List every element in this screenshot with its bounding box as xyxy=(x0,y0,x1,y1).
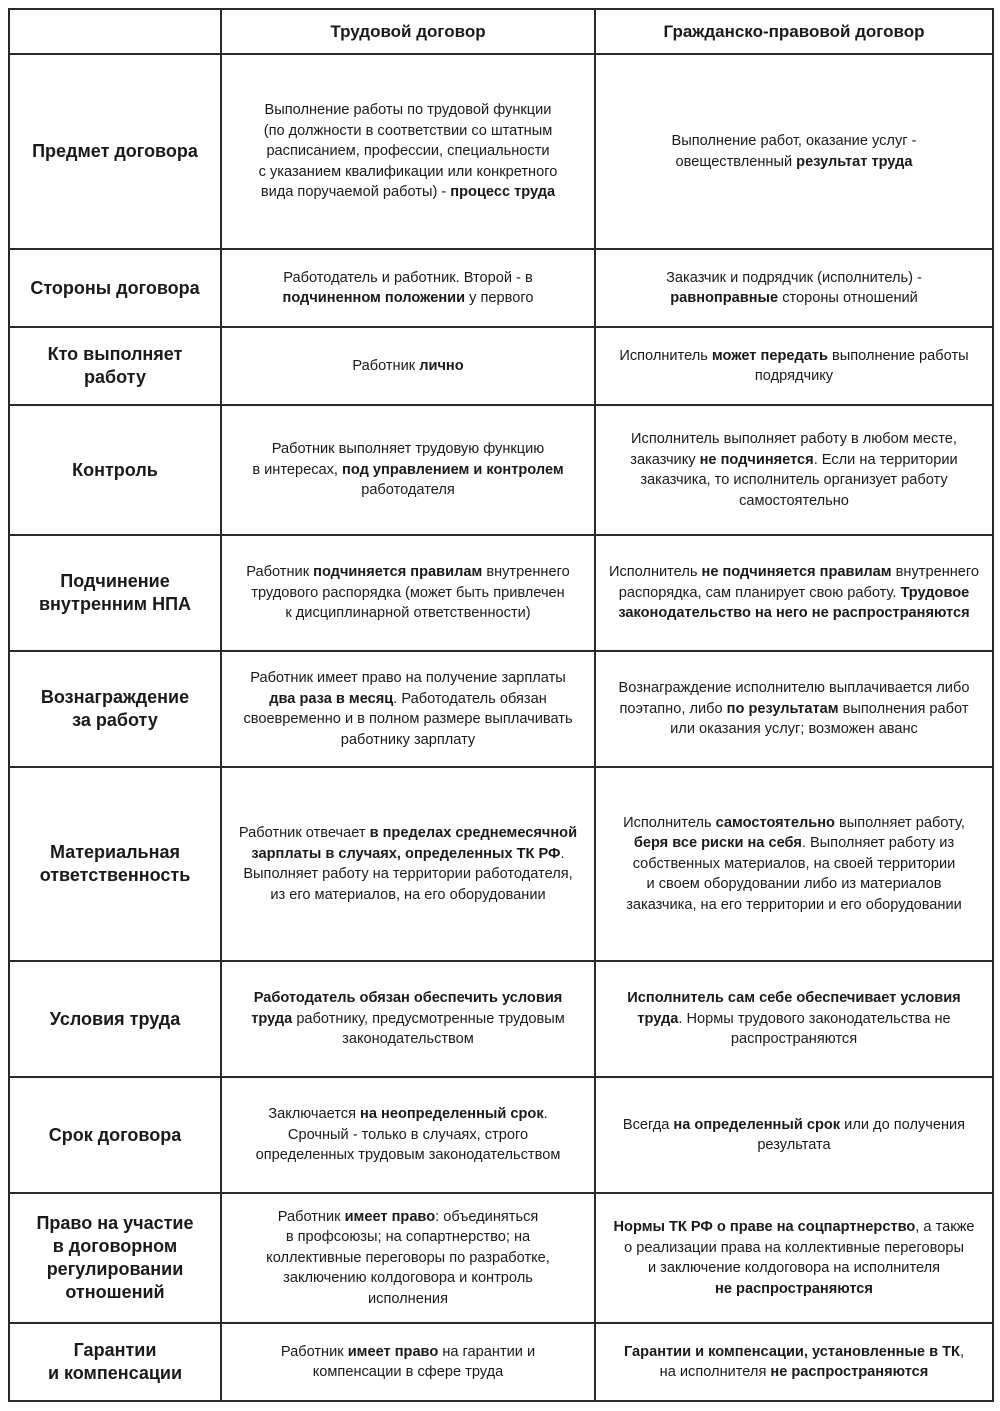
civil-contract-cell xyxy=(595,1077,993,1193)
emphasis-text: лично xyxy=(419,357,464,374)
cell-text: работнику, предусмотренные трудовым законодательством xyxy=(296,1010,565,1048)
cell-text: или до получения результата xyxy=(757,1116,966,1153)
civil-contract-cell xyxy=(595,651,993,767)
cell-text: Работник xyxy=(246,564,314,581)
row-label: Материальная ответственность xyxy=(9,767,221,961)
cell-text: Заказчик и подрядчик (исполнитель) - xyxy=(666,269,922,286)
table-body xyxy=(9,54,993,1401)
table-row xyxy=(9,1193,993,1323)
contract-comparison-table xyxy=(8,8,994,1402)
labor-contract-cell xyxy=(221,54,595,249)
emphasis-text: два раза в месяц xyxy=(269,690,394,707)
cell-text: : объединяться в профсоюзы; на сопартнерство; на коллективные переговоры по разработке, заключению колдоговора и контроль исполнения xyxy=(266,1208,550,1307)
cell-text: внутреннего трудового распорядка (может быть привлечен к дисциплинарной ответственности) xyxy=(251,564,570,622)
cell-text: , на исполнителя xyxy=(659,1343,965,1380)
emphasis-text: не распространяются xyxy=(715,1280,873,1297)
table-row xyxy=(9,249,993,327)
emphasis-text: не подчиняется xyxy=(699,451,814,468)
table-row xyxy=(9,767,993,961)
civil-contract-cell xyxy=(595,249,993,327)
emphasis-text: равноправные xyxy=(670,290,779,306)
emphasis-text: Исполнитель сам себе обеспечивает условия труда xyxy=(627,990,961,1027)
cell-text: Исполнитель выполняет работу в любом месте, заказчику xyxy=(630,431,957,468)
emphasis-text: имеет право xyxy=(347,1343,439,1360)
emphasis-text: не распространяются xyxy=(770,1364,929,1380)
civil-contract-cell xyxy=(595,961,993,1077)
cell-text: Работодатель и работник. Второй - в xyxy=(283,269,533,286)
row-label: Гарантии и компенсации xyxy=(9,1323,221,1401)
emphasis-text: Трудовое законодательство на него не распространяются xyxy=(618,584,970,622)
civil-contract-cell xyxy=(595,54,993,249)
emphasis-text: Гарантии и компенсации, установленные в ТК xyxy=(623,1343,960,1360)
labor-contract-cell xyxy=(221,327,595,405)
emphasis-text: не подчиняется правилам xyxy=(701,564,892,581)
cell-text: . Выполняет работу на территории работодателя, из его материалов, на его оборудовании xyxy=(243,845,573,903)
cell-text: . Срочный - только в случаях, строго определенных трудовым законодательством xyxy=(255,1106,561,1164)
cell-text: Выполнение работ, оказание услуг - овеществленный xyxy=(671,133,917,170)
emphasis-text: Работодатель обязан обеспечить условия труда xyxy=(251,990,563,1027)
labor-contract-cell xyxy=(221,405,595,535)
header-row xyxy=(9,9,993,54)
cell-text: Работник xyxy=(277,1208,345,1225)
table-row xyxy=(9,961,993,1077)
labor-contract-cell xyxy=(221,535,595,651)
cell-text: Исполнитель xyxy=(623,814,716,831)
emphasis-text: процесс труда xyxy=(450,184,556,201)
emphasis-text: имеет право xyxy=(344,1208,436,1225)
labor-contract-cell xyxy=(221,249,595,327)
row-label: Предмет договора xyxy=(9,54,221,249)
row-label: Стороны договора xyxy=(9,249,221,327)
labor-contract-cell xyxy=(221,1077,595,1193)
emphasis-text: результат труда xyxy=(796,153,913,170)
header-corner-cell xyxy=(9,9,221,54)
row-label: Кто выполняет работу xyxy=(9,327,221,405)
cell-text: стороны отношений xyxy=(778,290,918,306)
civil-contract-cell xyxy=(595,535,993,651)
labor-contract-cell xyxy=(221,767,595,961)
cell-text: выполнение работы подрядчику xyxy=(754,347,969,384)
table-row xyxy=(9,1323,993,1401)
header-labor-contract: Трудовой договор xyxy=(221,9,595,54)
row-label: Право на участие в договорном регулировании отношений xyxy=(9,1193,221,1323)
cell-text: работодателя xyxy=(361,482,455,499)
table-row xyxy=(9,405,993,535)
labor-contract-cell xyxy=(221,1323,595,1401)
cell-text: , а также о реализации права на коллективные переговоры и заключение колдоговора на исполнителя xyxy=(624,1219,975,1276)
cell-text: . Работодатель обязан своевременно и в полном размере выплачивать работнику зарплату xyxy=(243,690,573,748)
civil-contract-cell xyxy=(595,327,993,405)
cell-text: Работник xyxy=(352,357,420,374)
table-row xyxy=(9,651,993,767)
emphasis-text: на определенный срок xyxy=(673,1116,841,1133)
emphasis-text: подчиняется правилам xyxy=(313,564,483,581)
cell-text: . Если на территории заказчика, то исполнитель организует работу самостоятельно xyxy=(640,451,958,509)
cell-text: Работник имеет право на получение зарплаты xyxy=(250,670,566,686)
cell-text: Выполнение работы по трудовой функции (по должности в соответствии со штатным расписанием, профессии, специальности с указанием квалификации или конкретного вида поручаемой работы) - xyxy=(258,102,558,201)
cell-text: на гарантии и компенсации в сфере труда xyxy=(312,1343,536,1380)
row-label: Условия труда xyxy=(9,961,221,1077)
cell-text: Заключается xyxy=(268,1106,361,1123)
emphasis-text: на неопределенный срок xyxy=(360,1106,544,1123)
cell-text: Работник xyxy=(280,1343,348,1360)
cell-text: Исполнитель xyxy=(619,347,712,364)
emphasis-text: беря все риски на себя xyxy=(633,835,802,852)
cell-text: Работник отвечает xyxy=(238,825,370,841)
labor-contract-cell xyxy=(221,961,595,1077)
cell-text: Исполнитель xyxy=(608,564,702,581)
emphasis-text: самостоятельно xyxy=(715,814,835,831)
labor-contract-cell xyxy=(221,1193,595,1323)
emphasis-text: по результатам xyxy=(726,700,839,717)
row-label: Подчинение внутренним НПА xyxy=(9,535,221,651)
row-label: Вознаграждение за работу xyxy=(9,651,221,767)
row-label: Срок договора xyxy=(9,1077,221,1193)
cell-text: . Нормы трудового законодательства не распространяются xyxy=(678,1010,951,1048)
cell-text: внутреннего распорядка, сам планирует свою работу. xyxy=(618,564,980,601)
table-row xyxy=(9,327,993,405)
cell-text: Работник выполняет трудовую функцию в интересах, xyxy=(252,441,545,478)
cell-text: Всегда xyxy=(622,1116,674,1133)
emphasis-text: подчиненном положении xyxy=(282,290,466,306)
cell-text: выполняет работу, xyxy=(838,814,965,831)
emphasis-text: Нормы ТК РФ о праве на соцпартнерство xyxy=(613,1219,916,1235)
cell-text: . Выполняет работу из собственных материалов, на своей территории и своем оборудовании либо из материалов заказчика, на его территории и его оборудовании xyxy=(626,835,962,913)
header-civil-contract: Гражданско-правовой договор xyxy=(595,9,993,54)
civil-contract-cell xyxy=(595,405,993,535)
row-label: Контроль xyxy=(9,405,221,535)
cell-text: выполнения работ или оказания услуг; возможен аванс xyxy=(670,700,969,738)
table-row xyxy=(9,535,993,651)
emphasis-text: под управлением и контролем xyxy=(342,461,564,478)
cell-text: у первого xyxy=(465,290,534,306)
cell-text: Вознаграждение исполнителю выплачивается либо поэтапно, либо xyxy=(618,680,970,717)
labor-contract-cell xyxy=(221,651,595,767)
emphasis-text: может передать xyxy=(711,347,828,364)
emphasis-text: в пределах среднемесячной зарплаты в случаях, определенных ТК РФ xyxy=(251,825,578,862)
civil-contract-cell xyxy=(595,767,993,961)
table-row xyxy=(9,1077,993,1193)
table-row xyxy=(9,54,993,249)
civil-contract-cell xyxy=(595,1193,993,1323)
civil-contract-cell xyxy=(595,1323,993,1401)
